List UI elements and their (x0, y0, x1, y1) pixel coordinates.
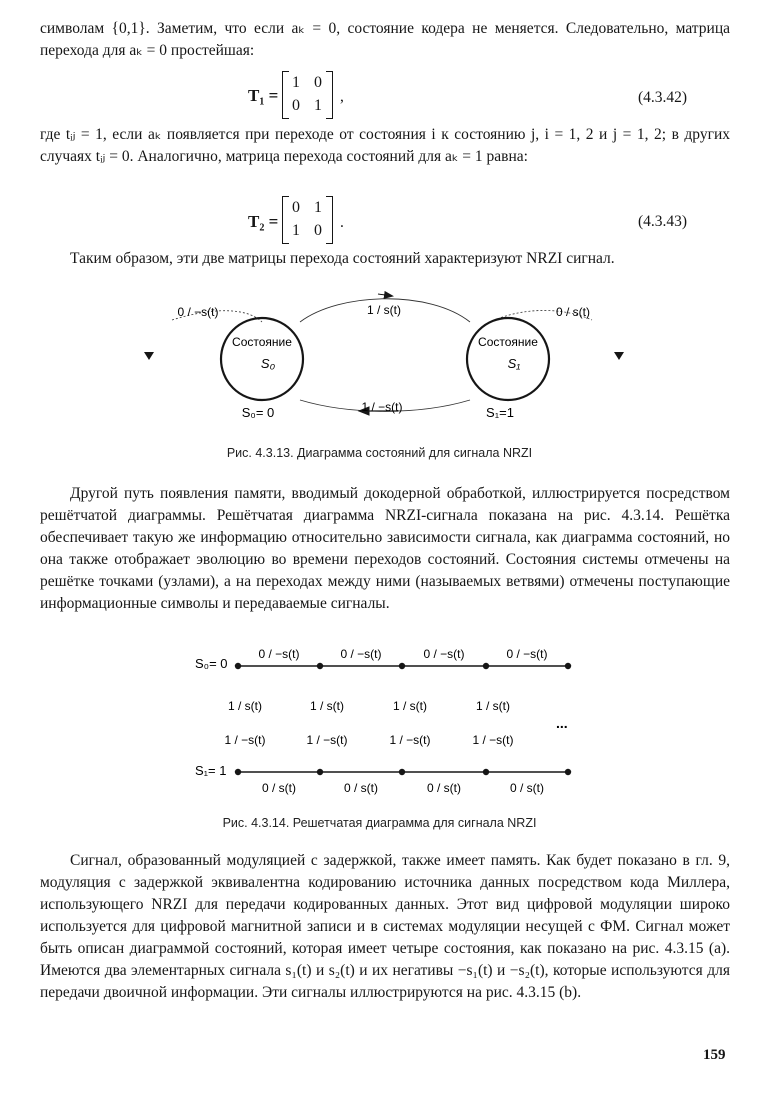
trellis-cross-up-label: 1 / s(t) (309, 699, 345, 713)
trellis-top-branch-label: 0 / −s(t) (258, 647, 300, 661)
matrix (282, 196, 342, 246)
matrix-cell: 0 (314, 222, 322, 239)
trellis-node (565, 663, 571, 669)
trellis-cross-down-label: 1 / −s(t) (472, 733, 514, 747)
trellis-bottom-branch-label: 0 / s(t) (509, 781, 545, 795)
trellis-top-state: S₀= 0 (195, 656, 228, 671)
equation-tail: . (340, 214, 344, 231)
trellis-node (399, 769, 405, 775)
matrix (282, 71, 342, 121)
transition-label-bottom: 1 / −s(t) (361, 400, 403, 414)
trellis-cross-down-label: 1 / −s(t) (306, 733, 348, 747)
trellis-top-branch-label: 0 / −s(t) (423, 647, 465, 661)
equation-tail: , (340, 88, 344, 105)
trellis-cross-down-label: 1 / −s(t) (389, 733, 431, 747)
figure-caption-13: Рис. 4.3.13. Диаграмма состояний для сигнала NRZI (226, 446, 533, 460)
trellis-diagram (0, 640, 759, 800)
paragraph-trellis: Другой путь появления памяти, вводимый докодерной обработкой, иллюстрируется посредством решётчатой диаграммы. Решётчатая диаграмма NRZI-сигнала показана на рис. 4.3.14. Решётка обеспечивает такую же информацию относительно зависимости сигнала, как диаграмма состояний, но она также отображает эволюцию во времени переходов состояний. Состояния системы отмечены на решётке точками (узлами), а на переходах между ними (называемых ветвями) отмечены поступающие информационные символы и передаваемые сигналы. (40, 485, 730, 612)
paragraph-definition: где tᵢⱼ = 1, если aₖ появляется при переходе от состояния i к состоянию j, i = 1, 2 и j = 1, 2; в других случаях tᵢⱼ = 0. Аналогично, матрица перехода состояний для aₖ = 1 равна: (40, 126, 730, 165)
trellis-bottom-branch-label: 0 / s(t) (426, 781, 462, 795)
matrix-cell: 1 (292, 74, 300, 91)
state-diagram (0, 280, 759, 430)
paragraph-delay-modulation: Сигнал, образованный модуляцией с задержкой, также имеет память. Как будет показано в гл. 9, модуляция с задержкой эквивалентна кодированию источника данных посредством кода Миллера, использующего NRZI для передачи кодированных данных. Этот вид цифровой модуляции широко используется для цифровой магнитной записи и в системах модуляции несущей с ФМ. Сигнал может быть описан диаграммой состояний, которая имеет четыре состояния, как показано на рис. 4.3.15 (a). Имеются два элементарных сигнала s₁(t) и s₂(t) и их негативы −s₁(t) и −s₂(t), которые используются для передачи двоичной информации. Эти сигналы иллюстрируются на рис. 4.3.15 (b). (40, 852, 730, 1001)
trellis-ellipsis: ... (556, 715, 568, 731)
trellis-bottom-branch-label: 0 / s(t) (261, 781, 297, 795)
self-loop-label-0: 0 / −s(t) (177, 305, 219, 319)
trellis-bottom-branch-label: 0 / s(t) (343, 781, 379, 795)
state-1-value: S₁=1 (486, 405, 514, 420)
matrix-cell: 1 (314, 97, 322, 114)
equation-number: (4.3.42) (638, 89, 688, 106)
equation-number: (4.3.43) (638, 213, 688, 230)
state-1-title: Состояние (478, 335, 538, 349)
paragraph-intro: символам {0,1}. Заметим, что если aₖ = 0, состояние кодера не меняется. Следовательно, матрица перехода для aₖ = 0 простейшая: (40, 20, 730, 59)
state-0-title: Состояние (232, 335, 292, 349)
trellis-node (483, 663, 489, 669)
trellis-node (483, 769, 489, 775)
state-0-value: S₀= 0 (241, 405, 275, 420)
arrowhead-left (144, 352, 154, 360)
equation-lhs: T₂ = (248, 212, 279, 231)
trellis-node (565, 769, 571, 775)
trellis-node (317, 769, 323, 775)
trellis-layer (224, 647, 571, 795)
trellis-top-branch-label: 0 / −s(t) (506, 647, 548, 661)
trellis-cross-up-label: 1 / s(t) (392, 699, 428, 713)
figure-caption-14: Рис. 4.3.14. Решетчатая диаграмма для сигнала NRZI (222, 816, 537, 830)
paragraph-summary: Таким образом, эти две матрицы перехода состояний характеризуют NRZI сигнал. (70, 250, 615, 267)
equation-lhs: T₁ = (248, 86, 279, 105)
trellis-node (399, 663, 405, 669)
trellis-cross-down-label: 1 / −s(t) (224, 733, 266, 747)
transition-arrow-top (378, 294, 392, 296)
matrix-cell: 1 (314, 199, 322, 216)
matrix-cell: 0 (314, 74, 322, 91)
self-loop-label-1: 0 / s(t) (555, 305, 591, 319)
trellis-top-branch-label: 0 / −s(t) (340, 647, 382, 661)
trellis-bottom-state: S₁= 1 (195, 763, 227, 778)
trellis-cross-up-label: 1 / s(t) (475, 699, 511, 713)
trellis-node (235, 663, 241, 669)
transition-label-top: 1 / s(t) (366, 303, 402, 317)
trellis-node (317, 663, 323, 669)
state-1-name: S₁ (507, 356, 521, 371)
matrix-cell: 0 (292, 199, 300, 216)
matrix-cell: 1 (292, 222, 300, 239)
arrowhead-right (614, 352, 624, 360)
state-0-name: S₀ (260, 356, 276, 371)
page-number: 159 (703, 1047, 726, 1063)
matrix-cell: 0 (292, 97, 300, 114)
trellis-node (235, 769, 241, 775)
trellis-cross-up-label: 1 / s(t) (227, 699, 263, 713)
